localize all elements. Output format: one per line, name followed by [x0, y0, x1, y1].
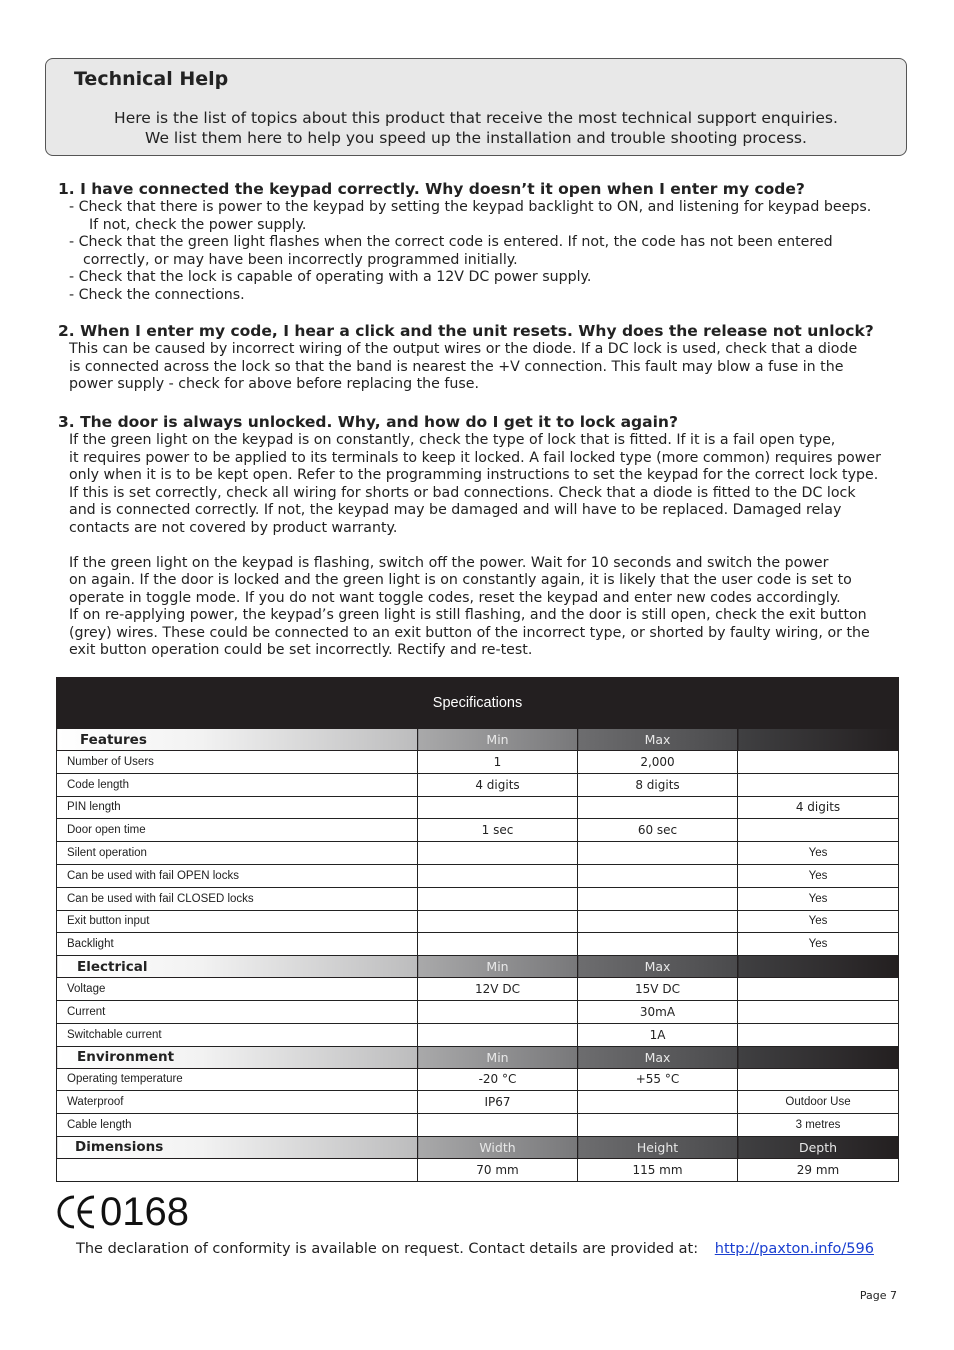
max-value: [578, 1091, 738, 1114]
question-answer: [69, 432, 918, 660]
extra-value: [738, 751, 899, 774]
table-row: [57, 842, 899, 865]
max-value: [578, 1114, 738, 1137]
section-header-features: [57, 729, 899, 751]
declaration-text: [76, 1241, 874, 1257]
section-header-electrical: [57, 956, 899, 978]
row-label: Operating temperature: [57, 1068, 418, 1091]
answer-line: - Check that there is power to the keypad by setting the keypad backlight to ON, and listening for keypad beeps.: [69, 199, 872, 215]
min-value: [418, 887, 578, 910]
row-label: Backlight: [57, 933, 418, 956]
min-value: [418, 1114, 578, 1137]
question-title: 2. When I enter my code, I hear a click and the unit resets. Why does the release not unlock?: [58, 322, 874, 340]
min-value: 1 sec: [418, 819, 578, 842]
column-header-extra: [738, 1046, 899, 1068]
table-row: [57, 864, 899, 887]
section-name: Dimensions: [57, 1136, 418, 1158]
extra-value: [738, 819, 899, 842]
answer-line: contacts are not covered by product warranty.: [69, 519, 398, 536]
extra-value: Yes: [738, 933, 899, 956]
section-name: Electrical: [57, 956, 418, 978]
ce-logo-icon: [56, 1190, 98, 1234]
page-number: Page 7: [859, 1289, 897, 1302]
min-value: [418, 1000, 578, 1023]
declaration-link[interactable]: http://paxton.info/596: [714, 1241, 874, 1257]
question-title: 3. The door is always unlocked. Why, and how do I get it to lock again?: [58, 413, 678, 431]
extra-value: Yes: [738, 842, 899, 865]
column-header-max: Max: [578, 956, 738, 978]
specifications-title: Specifications: [57, 678, 899, 729]
answer-line: power supply - check for above before replacing the fuse.: [69, 376, 480, 392]
table-row: [57, 751, 899, 774]
answer-line: If the green light on the keypad is flashing, switch off the power. Wait for 10 seconds and switch the power: [69, 554, 829, 571]
question-3: [58, 412, 918, 660]
answer-line: and is connected correctly. If not, the keypad may be damaged and will have to be replaced. Damaged relay: [69, 502, 842, 518]
question-answer: [69, 199, 918, 304]
width-value: 70 mm: [418, 1158, 578, 1181]
max-value: 30mA: [578, 1000, 738, 1023]
section-name: Features: [57, 729, 418, 751]
specifications-table: [56, 677, 899, 1182]
question-2: [58, 321, 918, 394]
extra-value: Yes: [738, 910, 899, 933]
row-label: Cable length: [57, 1114, 418, 1137]
max-value: 8 digits: [578, 773, 738, 796]
row-label: Exit button input: [57, 910, 418, 933]
column-header-min: Min: [418, 729, 578, 751]
extra-value: [738, 1023, 899, 1046]
max-value: 1A: [578, 1023, 738, 1046]
table-row: [57, 1158, 899, 1181]
max-value: 2,000: [578, 751, 738, 774]
ce-mark: [56, 1190, 189, 1234]
answer-line: correctly, or may have been incorrectly programmed initially.: [83, 251, 518, 268]
answer-line: exit button operation could be set incorrectly. Rectify and re-test.: [69, 642, 533, 658]
table-row: [57, 819, 899, 842]
question-1: [58, 179, 918, 304]
max-value: [578, 933, 738, 956]
section-header-environment: [57, 1046, 899, 1068]
specifications-title-row: [57, 678, 899, 729]
column-header-min: Min: [418, 956, 578, 978]
extra-value: [738, 773, 899, 796]
answer-line: If on re-applying power, the keypad’s green light is still flashing, and the door is still open, check the exit button: [69, 607, 867, 623]
column-header-min: Min: [418, 1046, 578, 1068]
answer-line: operate in toggle mode. If you do not want toggle codes, reset the keypad and enter new codes accordingly.: [69, 589, 841, 606]
min-value: 12V DC: [418, 978, 578, 1001]
row-label: Door open time: [57, 819, 418, 842]
max-value: [578, 910, 738, 933]
intro-line: We list them here to help you speed up the installation and trouble shooting process.: [145, 128, 807, 147]
answer-line: If not, check the power supply.: [89, 216, 307, 233]
table-row: [57, 1023, 899, 1046]
extra-value: [738, 1068, 899, 1091]
answer-line: (grey) wires. These could be connected to an exit button of the incorrect type, or shorted by faulty wiring, or the: [69, 624, 870, 641]
row-label: Can be used with fail OPEN locks: [57, 864, 418, 887]
extra-value: Yes: [738, 864, 899, 887]
column-header-width: Width: [418, 1136, 578, 1158]
max-value: +55 °C: [578, 1068, 738, 1091]
row-label: [57, 1158, 418, 1181]
max-value: [578, 842, 738, 865]
answer-line: This can be caused by incorrect wiring of the output wires or the diode. If a DC lock is used, check that a diode: [69, 341, 858, 357]
answer-line: - Check that the lock is capable of operating with a 12V DC power supply.: [69, 269, 592, 285]
height-value: 115 mm: [578, 1158, 738, 1181]
min-value: [418, 842, 578, 865]
row-label: PIN length: [57, 796, 418, 819]
column-header-height: Height: [578, 1136, 738, 1158]
max-value: [578, 796, 738, 819]
extra-value: Yes: [738, 887, 899, 910]
column-header-depth: Depth: [738, 1136, 899, 1158]
technical-help-box: [45, 58, 907, 156]
row-label: Switchable current: [57, 1023, 418, 1046]
paragraph-spacer: [69, 537, 918, 555]
technical-help-title: Technical Help: [74, 68, 229, 90]
answer-line: If this is set correctly, check all wiring for shorts or bad connections. Check that a diode is fitted to the DC lock: [69, 484, 856, 501]
max-value: 60 sec: [578, 819, 738, 842]
column-header-extra: [738, 956, 899, 978]
min-value: [418, 910, 578, 933]
answer-line: only when it is to be kept open. Refer to the programming instructions to set the keypad for the correct lock type.: [69, 467, 879, 483]
table-row: [57, 910, 899, 933]
extra-value: Outdoor Use: [738, 1091, 899, 1114]
column-header-max: Max: [578, 729, 738, 751]
min-value: 1: [418, 751, 578, 774]
row-label: Waterproof: [57, 1091, 418, 1114]
table-row: [57, 978, 899, 1001]
row-label: Code length: [57, 773, 418, 796]
table-row: [57, 1000, 899, 1023]
table-row: [57, 1068, 899, 1091]
row-label: Silent operation: [57, 842, 418, 865]
question-answer: [69, 341, 918, 394]
depth-value: 29 mm: [738, 1158, 899, 1181]
answer-line: If the green light on the keypad is on constantly, check the type of lock that is fitted. If it is a fail open type,: [69, 432, 836, 448]
answer-line: it requires power to be applied to its terminals to keep it locked. A fail locked type (more common) requires power: [69, 449, 881, 466]
extra-value: 4 digits: [738, 796, 899, 819]
answer-line: is connected across the lock so that the band is nearest the +V connection. This fault may blow a fuse in the: [69, 358, 844, 375]
section-name: Environment: [57, 1046, 418, 1068]
answer-line: on again. If the door is locked and the green light is on constantly again, it is likely that the user code is set to: [69, 572, 852, 588]
table-row: [57, 1114, 899, 1137]
answer-line: - Check the connections.: [69, 286, 245, 303]
extra-value: 3 metres: [738, 1114, 899, 1137]
section-header-dimensions: [57, 1136, 899, 1158]
max-value: [578, 864, 738, 887]
min-value: [418, 933, 578, 956]
table-row: [57, 1091, 899, 1114]
column-header-max: Max: [578, 1046, 738, 1068]
table-row: [57, 933, 899, 956]
intro-line: Here is the list of topics about this product that receive the most technical support enquiries.: [114, 109, 838, 127]
max-value: 15V DC: [578, 978, 738, 1001]
extra-value: [738, 978, 899, 1001]
min-value: -20 °C: [418, 1068, 578, 1091]
row-label: Voltage: [57, 978, 418, 1001]
min-value: [418, 796, 578, 819]
extra-value: [738, 1000, 899, 1023]
row-label: Number of Users: [57, 751, 418, 774]
min-value: 4 digits: [418, 773, 578, 796]
table-row: [57, 796, 899, 819]
column-header-extra: [738, 729, 899, 751]
min-value: IP67: [418, 1091, 578, 1114]
table-row: [57, 887, 899, 910]
table-row: [57, 773, 899, 796]
question-title: 1. I have connected the keypad correctly. Why doesn’t it open when I enter my code?: [58, 180, 805, 198]
declaration-sentence: The declaration of conformity is available on request. Contact details are provided at:: [76, 1241, 699, 1257]
min-value: [418, 1023, 578, 1046]
row-label: Can be used with fail CLOSED locks: [57, 887, 418, 910]
technical-help-intro: [46, 109, 906, 148]
notified-body-number: 0168: [100, 1190, 189, 1234]
answer-line: - Check that the green light flashes when the correct code is entered. If not, the code has not been entered: [69, 234, 833, 250]
min-value: [418, 864, 578, 887]
max-value: [578, 887, 738, 910]
row-label: Current: [57, 1000, 418, 1023]
